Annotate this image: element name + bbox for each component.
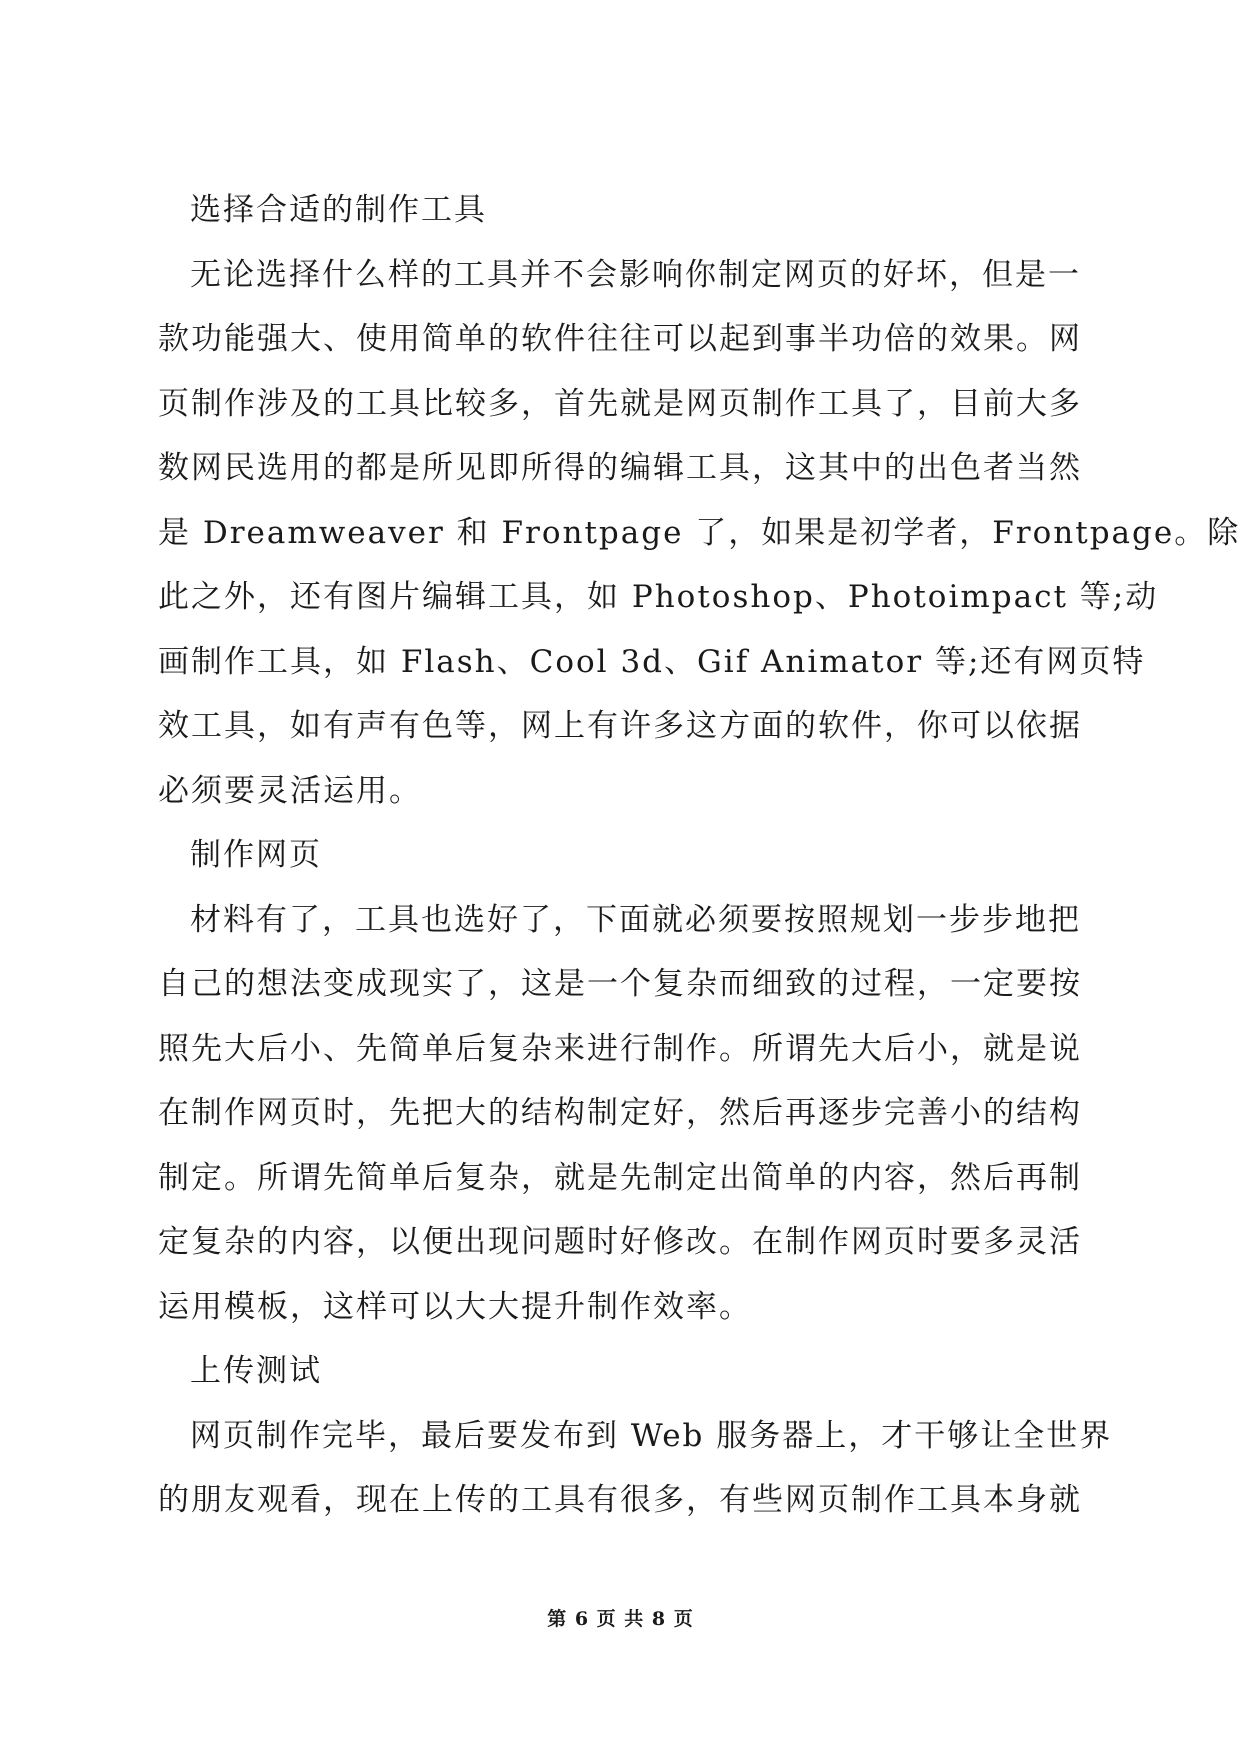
- text-line: 此之外，还有图片编辑工具，如 Photoshop、Photoimpact 等;动: [158, 579, 1159, 615]
- text-line: 照先大后小、先简单后复杂来进行制作。所谓先大后小，就是说: [158, 1030, 1082, 1067]
- text-line: 是 Dreamweaver 和 Frontpage 了，如果是初学者，Frontpage。除: [158, 514, 1241, 551]
- text-line: 在制作网页时，先把大的结构制定好，然后再逐步完善小的结构: [158, 1095, 1082, 1131]
- text-line: 制作网页: [190, 837, 322, 873]
- text-line: 定复杂的内容，以便出现问题时好修改。在制作网页时要多灵活: [158, 1224, 1082, 1260]
- text-line: 画制作工具，如 Flash、Cool 3d、Gif Animator 等;还有网页特: [158, 643, 1146, 680]
- text-line: 网页制作完毕，最后要发布到 Web 服务器上，才干够让全世界: [190, 1417, 1113, 1454]
- text-line: 数网民选用的都是所见即所得的编辑工具，这其中的出色者当然: [158, 450, 1082, 486]
- text-line: 款功能强大、使用简单的软件往往可以起到事半功倍的效果。网: [158, 321, 1082, 357]
- text-line: 上传测试: [190, 1353, 322, 1389]
- text-line: 运用模板，这样可以大大提升制作效率。: [158, 1288, 752, 1325]
- text-line: 无论选择什么样的工具并不会影响你制定网页的好坏，但是一: [190, 256, 1081, 293]
- text-line: 的朋友观看，现在上传的工具有很多，有些网页制作工具本身就: [158, 1482, 1082, 1518]
- document-body: [158, 178, 1241, 1533]
- text-line: 材料有了，工具也选好了，下面就必须要按照规划一步步地把: [190, 901, 1081, 938]
- text-line: 选择合适的制作工具: [190, 192, 487, 228]
- text-line: 必须要灵活运用。: [158, 772, 422, 809]
- text-line: 制定。所谓先简单后复杂，就是先制定出简单的内容，然后再制: [158, 1159, 1082, 1196]
- page-footer: 第 6 页 共 8 页: [547, 1608, 694, 1630]
- text-line: 自己的想法变成现实了，这是一个复杂而细致的过程，一定要按: [158, 966, 1082, 1002]
- text-line: 页制作涉及的工具比较多，首先就是网页制作工具了，目前大多: [158, 385, 1082, 422]
- text-line: 效工具，如有声有色等，网上有许多这方面的软件，你可以依据: [158, 708, 1082, 744]
